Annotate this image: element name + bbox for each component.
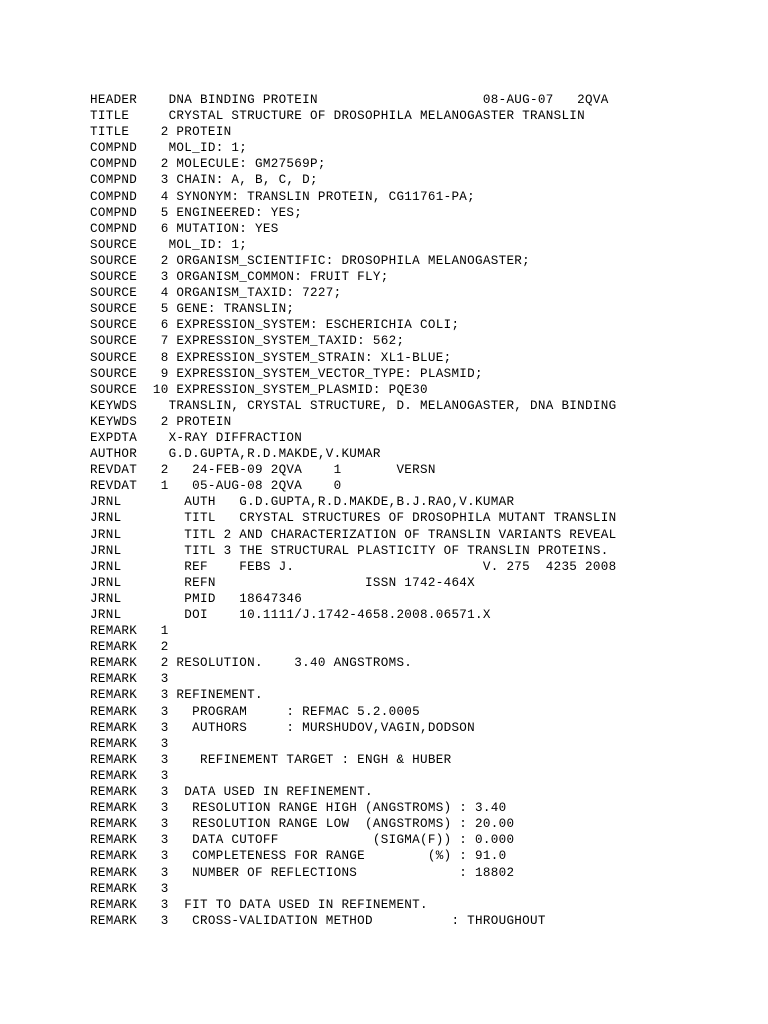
record-line: COMPND 6 MUTATION: YES (90, 221, 279, 236)
record-line: REMARK 3 COMPLETENESS FOR RANGE (%) : 91.0 (90, 849, 507, 864)
record-line: REMARK 3 RESOLUTION RANGE HIGH (ANGSTROMS) : 3.40 (90, 801, 507, 816)
record-line: SOURCE 3 ORGANISM_COMMON: FRUIT FLY; (90, 270, 389, 285)
record-line: SOURCE MOL_ID: 1; (90, 237, 248, 252)
record-line: COMPND 3 CHAIN: A, B, C, D; (90, 173, 318, 188)
record-line: REMARK 3 CROSS-VALIDATION METHOD : THROUGHOUT (90, 913, 546, 928)
record-line: JRNL REF FEBS J. V. 275 4235 2008 (90, 559, 617, 574)
record-line: SOURCE 2 ORGANISM_SCIENTIFIC: DROSOPHILA MELANOGASTER; (90, 253, 531, 268)
pdb-record-document (90, 92, 730, 929)
record-line: REMARK 3 (90, 672, 169, 687)
record-line: REMARK 3 REFINEMENT TARGET : ENGH & HUBER (90, 752, 452, 767)
record-line: JRNL TITL 3 THE STRUCTURAL PLASTICITY OF TRANSLIN PROTEINS. (90, 543, 609, 558)
record-line: JRNL TITL CRYSTAL STRUCTURES OF DROSOPHILA MUTANT TRANSLIN (90, 511, 617, 526)
record-line: REMARK 2 (90, 640, 169, 655)
record-line: COMPND 4 SYNONYM: TRANSLIN PROTEIN, CG11761-PA; (90, 189, 476, 204)
record-line: SOURCE 4 ORGANISM_TAXID: 7227; (90, 286, 342, 301)
record-line: REMARK 3 PROGRAM : REFMAC 5.2.0005 (90, 704, 421, 719)
record-line: REMARK 3 NUMBER OF REFLECTIONS : 18802 (90, 865, 515, 880)
record-line: SOURCE 9 EXPRESSION_SYSTEM_VECTOR_TYPE: PLASMID; (90, 366, 483, 381)
record-line: COMPND 5 ENGINEERED: YES; (90, 205, 303, 220)
record-line: REMARK 3 (90, 736, 169, 751)
record-line: TITLE CRYSTAL STRUCTURE OF DROSOPHILA MELANOGASTER TRANSLIN (90, 109, 586, 124)
record-line: REMARK 3 REFINEMENT. (90, 688, 263, 703)
record-line: JRNL PMID 18647346 (90, 591, 303, 606)
record-line: REMARK 3 RESOLUTION RANGE LOW (ANGSTROMS) : 20.00 (90, 817, 515, 832)
record-line: REVDAT 2 24-FEB-09 2QVA 1 VERSN (90, 463, 436, 478)
record-line: HEADER DNA BINDING PROTEIN 08-AUG-07 2QVA (90, 93, 609, 107)
record-line: JRNL TITL 2 AND CHARACTERIZATION OF TRANSLIN VARIANTS REVEAL (90, 527, 617, 542)
record-line: SOURCE 10 EXPRESSION_SYSTEM_PLASMID: PQE30 (90, 382, 428, 397)
record-line: COMPND MOL_ID: 1; (90, 141, 248, 156)
record-line: JRNL REFN ISSN 1742-464X (90, 575, 476, 590)
record-line: REMARK 1 (90, 624, 169, 639)
record-line: TITLE 2 PROTEIN (90, 125, 232, 140)
record-line: JRNL DOI 10.1111/J.1742-4658.2008.06571.X (90, 608, 491, 622)
record-line: REMARK 3 FIT TO DATA USED IN REFINEMENT. (90, 897, 428, 912)
record-line: REMARK 3 DATA USED IN REFINEMENT. (90, 785, 373, 800)
record-line: REMARK 3 DATA CUTOFF (SIGMA(F)) : 0.000 (90, 833, 515, 848)
record-line: REMARK 3 AUTHORS : MURSHUDOV,VAGIN,DODSON (90, 720, 476, 735)
record-line: KEYWDS 2 PROTEIN (90, 414, 232, 429)
record-line: REVDAT 1 05-AUG-08 2QVA 0 (90, 479, 342, 494)
record-line: REMARK 2 RESOLUTION. 3.40 ANGSTROMS. (90, 656, 413, 671)
record-line: JRNL AUTH G.D.GUPTA,R.D.MAKDE,B.J.RAO,V.KUMAR (90, 495, 515, 510)
record-line: SOURCE 7 EXPRESSION_SYSTEM_TAXID: 562; (90, 334, 405, 349)
record-line: REMARK 3 (90, 768, 169, 783)
record-line: EXPDTA X-RAY DIFFRACTION (90, 430, 303, 445)
record-line: COMPND 2 MOLECULE: GM27569P; (90, 157, 326, 172)
record-line: SOURCE 5 GENE: TRANSLIN; (90, 302, 295, 317)
record-line: SOURCE 8 EXPRESSION_SYSTEM_STRAIN: XL1-BLUE; (90, 350, 452, 365)
record-line: SOURCE 6 EXPRESSION_SYSTEM: ESCHERICHIA COLI; (90, 318, 460, 333)
record-line: AUTHOR G.D.GUPTA,R.D.MAKDE,V.KUMAR (90, 447, 381, 462)
record-line: KEYWDS TRANSLIN, CRYSTAL STRUCTURE, D. MELANOGASTER, DNA BINDING (90, 398, 617, 413)
record-line: REMARK 3 (90, 881, 169, 896)
